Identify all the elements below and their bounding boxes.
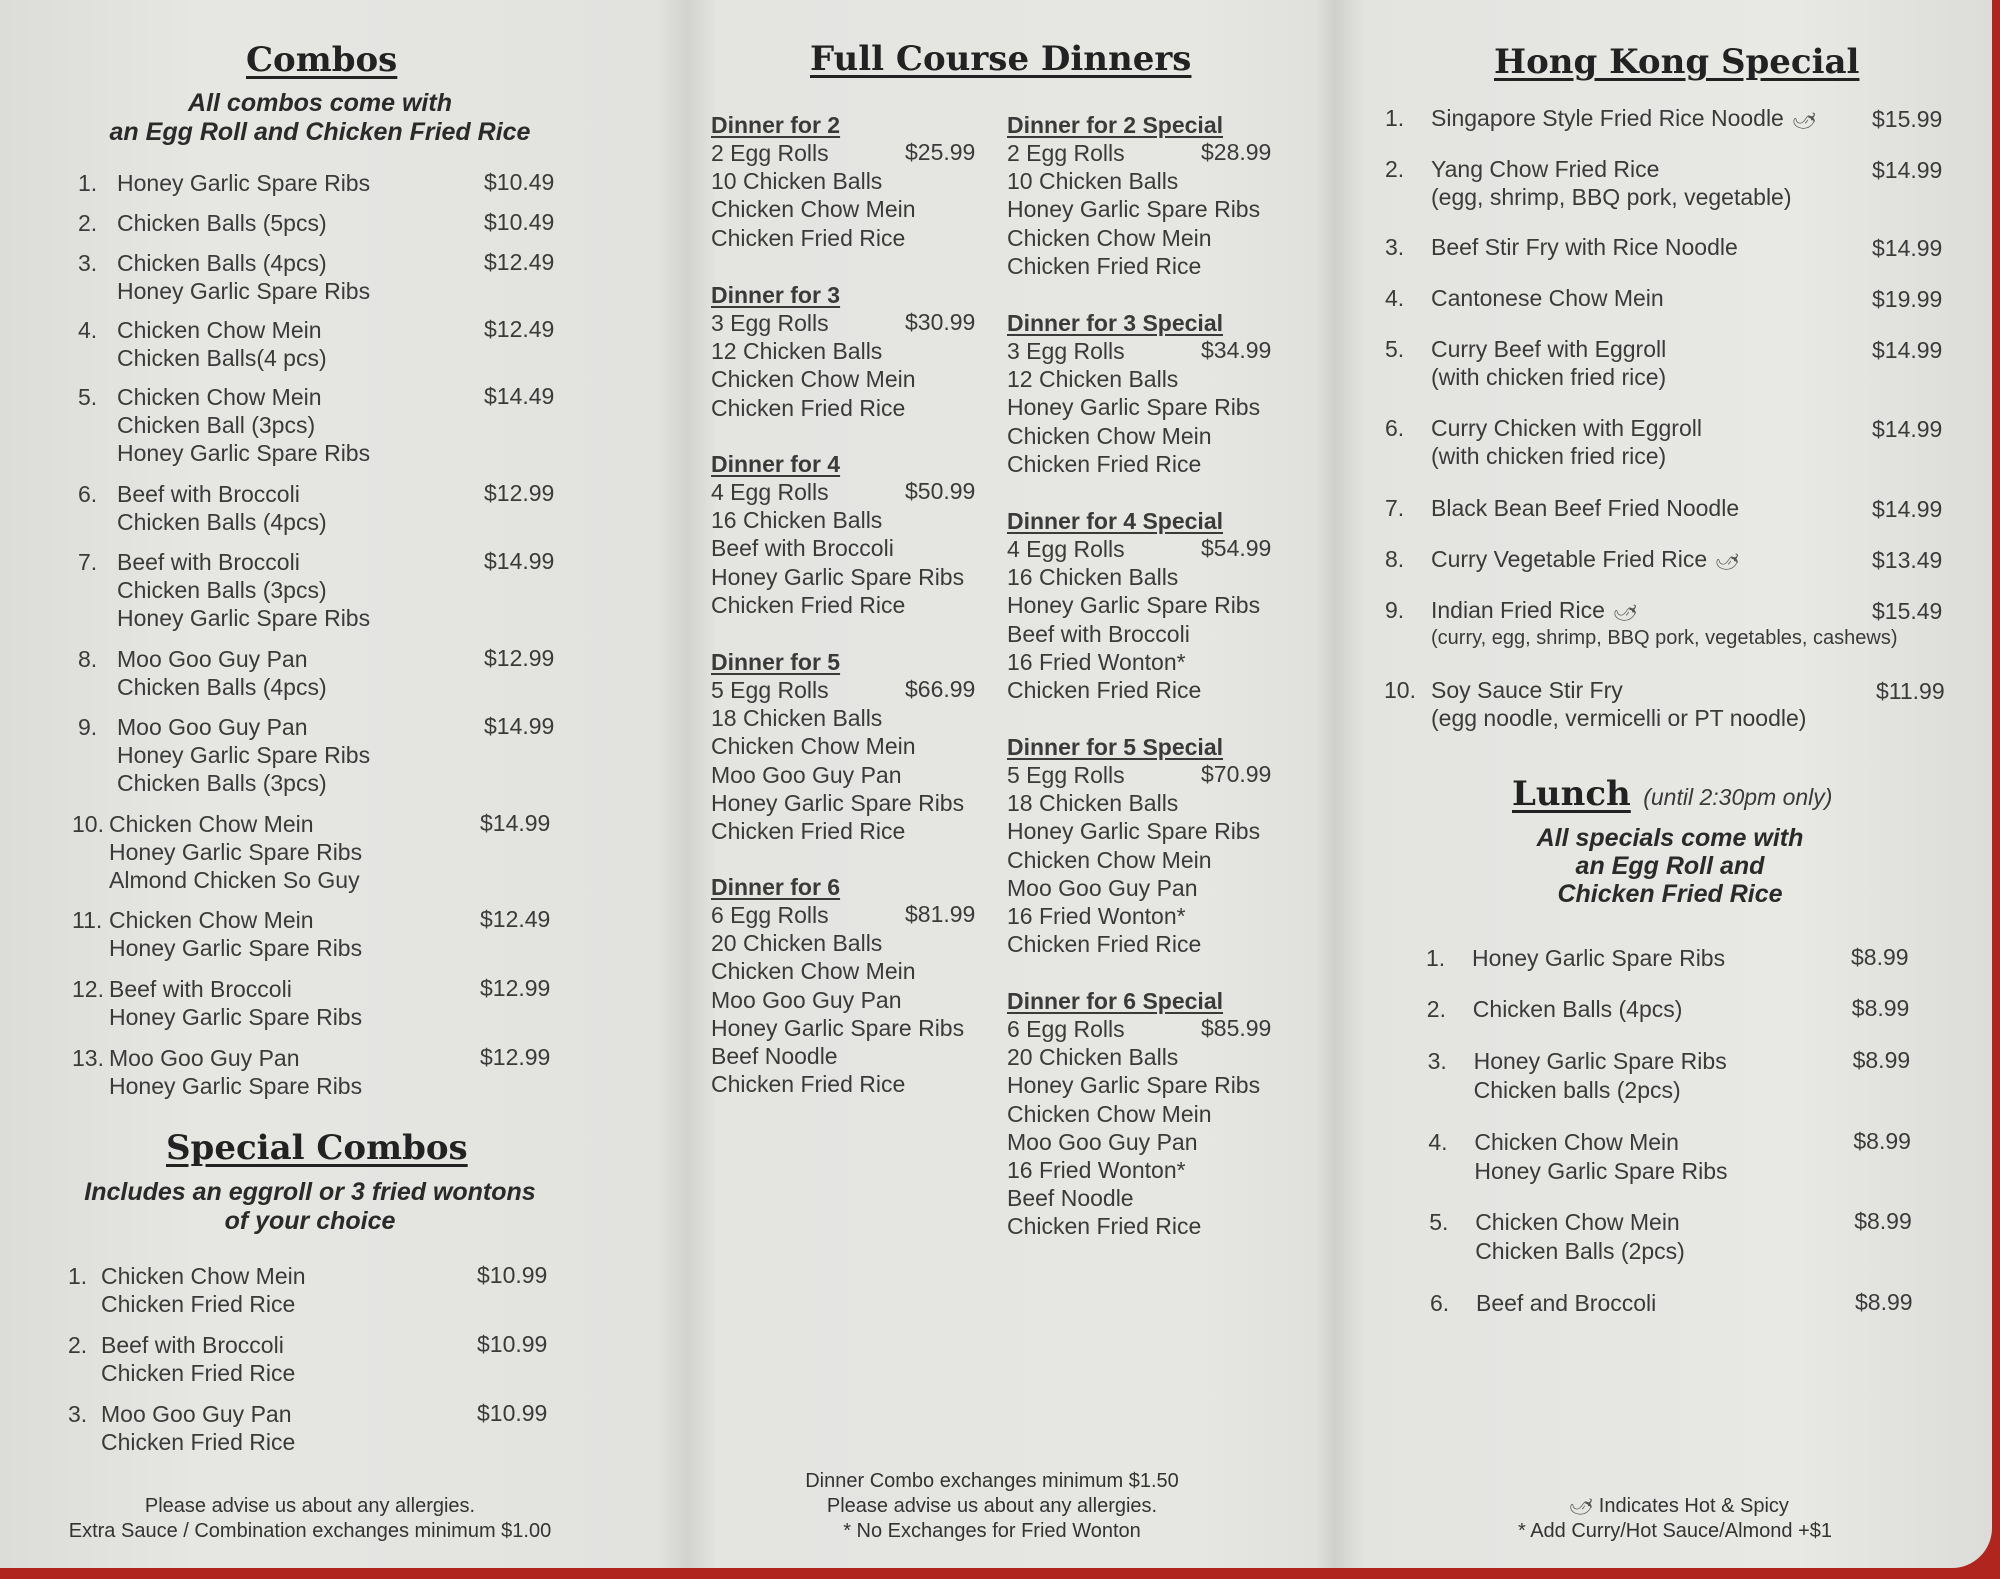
- item-number: 12.: [72, 976, 104, 1002]
- item-number: 4.: [1428, 1129, 1448, 1155]
- item-number: 10.: [72, 811, 104, 837]
- item-line: Honey Garlic Spare Ribs: [1472, 945, 1726, 971]
- item-line: Honey Garlic Spare Ribs: [117, 440, 371, 466]
- dinner-line: 2 Egg Rolls: [711, 140, 829, 166]
- item-name-text: Curry Vegetable Fried Rice: [1431, 546, 1708, 572]
- dinner-line: 3 Egg Rolls: [1007, 338, 1125, 364]
- item-price: $12.99: [484, 480, 555, 506]
- item-line: Almond Chicken So Guy: [109, 867, 360, 893]
- dinner-line: 20 Chicken Balls: [711, 930, 883, 957]
- full-course-title: Full Course Dinners: [810, 39, 1192, 79]
- dinner-price: $85.99: [1201, 1015, 1272, 1041]
- item-name: [1431, 335, 1666, 363]
- item-price: $11.99: [1876, 678, 1945, 704]
- dinner-line: 18 Chicken Balls: [711, 705, 883, 732]
- lunch-title: Lunch: [1512, 774, 1631, 814]
- dinner-name: Dinner for 6 Special: [1007, 988, 1224, 1014]
- dinner-line: 16 Fried Wonton*: [1007, 1157, 1186, 1183]
- dinner-name: Dinner for 5 Special: [1007, 734, 1224, 760]
- dinner-line: 16 Fried Wonton*: [1007, 903, 1186, 929]
- dinner-line: Chicken Fried Rice: [711, 818, 906, 844]
- lunch-hours: (until 2:30pm only): [1643, 784, 1833, 810]
- dinner-line: Beef Noodle: [711, 1043, 838, 1069]
- dinner-line: Beef with Broccoli: [711, 535, 894, 562]
- item-line: Honey Garlic Spare Ribs: [109, 1004, 363, 1030]
- dinner-line: 5 Egg Rolls: [1007, 762, 1125, 788]
- item-line: Chicken Chow Mein: [101, 1263, 306, 1289]
- special-combos-subtitle-2: of your choice: [224, 1207, 396, 1235]
- dinner-line: Chicken Fried Rice: [1007, 252, 1202, 279]
- item-name: [1431, 155, 1659, 183]
- special-combos-subtitle-1: Includes an eggroll or 3 fried wontons: [84, 1178, 536, 1206]
- item-price: $19.99: [1872, 286, 1943, 312]
- item-price: $12.49: [484, 316, 555, 342]
- item-price: $10.99: [477, 1400, 548, 1426]
- item-name: [1431, 545, 1743, 576]
- item-line: Chicken Chow Mein: [1474, 1129, 1679, 1155]
- dinner-line: 4 Egg Rolls: [1007, 536, 1125, 562]
- item-price: $14.99: [484, 713, 555, 739]
- item-price: $10.99: [477, 1262, 548, 1288]
- item-line: Chicken Balls (3pcs): [117, 770, 327, 796]
- item-line: Moo Goo Guy Pan: [101, 1401, 292, 1427]
- dinner-line: Chicken Fried Rice: [1007, 450, 1202, 477]
- dinner-line: Chicken Fried Rice: [711, 591, 906, 618]
- item-line: Honey Garlic Spare Ribs: [109, 935, 363, 961]
- item-line: Chicken Balls (4pcs): [117, 250, 327, 276]
- item-line: Chicken Fried Rice: [101, 1360, 296, 1386]
- item-line: Honey Garlic Spare Ribs: [117, 605, 371, 631]
- item-name: [1431, 104, 1820, 135]
- item-price: $10.99: [477, 1331, 548, 1357]
- dinner-price: $25.99: [905, 139, 976, 165]
- dinner-line: 16 Chicken Balls: [1007, 564, 1179, 591]
- item-name-text: Curry Beef with Eggroll: [1431, 336, 1667, 362]
- dinner-line: 6 Egg Rolls: [1007, 1016, 1125, 1042]
- item-number: 9.: [78, 714, 98, 740]
- dinner-line: Chicken Fried Rice: [711, 1071, 906, 1098]
- dinner-line: Honey Garlic Spare Ribs: [711, 1014, 965, 1041]
- item-name: [1431, 494, 1739, 522]
- item-line: Honey Garlic Spare Ribs: [1474, 1158, 1728, 1184]
- dinner-line: Chicken Chow Mein: [1007, 846, 1212, 873]
- item-name-text: Soy Sauce Stir Fry: [1431, 677, 1623, 703]
- dinner-line: Moo Goo Guy Pan: [711, 761, 902, 788]
- chili-icon: 🌶︎: [1610, 598, 1641, 627]
- item-line: Chicken Fried Rice: [101, 1429, 296, 1455]
- item-price: $8.99: [1851, 995, 1910, 1021]
- dinner-line: 12 Chicken Balls: [711, 338, 883, 365]
- dinner-line: 16 Fried Wonton*: [1007, 648, 1186, 675]
- dinner-line: Chicken Chow Mein: [1007, 224, 1212, 251]
- item-line: Beef with Broccoli: [101, 1332, 284, 1358]
- exchange-note-left: Extra Sauce / Combination exchanges minimum $1.00: [68, 1520, 552, 1542]
- dinner-line: Chicken Fried Rice: [711, 394, 906, 421]
- item-price: $10.49: [484, 209, 555, 235]
- item-number: 13.: [72, 1045, 104, 1071]
- item-name: [1431, 233, 1738, 261]
- dinner-line: Chicken Chow Mein: [1007, 1100, 1212, 1127]
- item-line: Beef with Broccoli: [117, 549, 300, 575]
- dinner-line: Beef Noodle: [1007, 1185, 1134, 1212]
- dinner-line: 10 Chicken Balls: [711, 168, 883, 195]
- item-number: 11.: [72, 907, 103, 933]
- item-line: Chicken Chow Mein: [109, 811, 314, 837]
- lunch-subtitle-1: All specials come with: [1536, 824, 1804, 852]
- item-name-text: Beef Stir Fry with Rice Noodle: [1431, 234, 1738, 260]
- dinner-line: Moo Goo Guy Pan: [1007, 1128, 1198, 1155]
- item-number: 10.: [1384, 677, 1416, 703]
- item-price: $14.99: [484, 548, 555, 574]
- dinner-line: 4 Egg Rolls: [711, 479, 829, 505]
- combos-subtitle-2: an Egg Roll and Chicken Fried Rice: [109, 118, 531, 146]
- dinner-line: 10 Chicken Balls: [1007, 168, 1179, 195]
- item-number: 5.: [1385, 336, 1405, 362]
- item-name-text: Indian Fried Rice: [1431, 597, 1605, 623]
- item-number: 3.: [78, 250, 98, 276]
- dinner-price: $81.99: [905, 901, 976, 927]
- item-line: Honey Garlic Spare Ribs: [109, 1073, 363, 1099]
- dinner-line: 2 Egg Rolls: [1007, 140, 1125, 166]
- lunch-subtitle-2: an Egg Roll and: [1575, 852, 1765, 880]
- dinner-price: $28.99: [1201, 139, 1272, 165]
- item-number: 8.: [78, 646, 98, 672]
- item-number: 2.: [1385, 156, 1405, 182]
- item-name-text: Black Bean Beef Fried Noodle: [1431, 495, 1740, 521]
- item-line: Beef and Broccoli: [1476, 1290, 1657, 1316]
- hong-kong-title: Hong Kong Special: [1494, 42, 1860, 82]
- dinner-line: 20 Chicken Balls: [1007, 1044, 1179, 1071]
- dinner-name: Dinner for 5: [711, 649, 841, 675]
- item-price: $12.49: [484, 249, 555, 275]
- item-number: 7.: [78, 549, 98, 575]
- dinner-line: 16 Chicken Balls: [711, 507, 883, 534]
- dinner-line: Chicken Fried Rice: [1007, 931, 1202, 958]
- item-line: Honey Garlic Spare Ribs: [1473, 1048, 1727, 1074]
- item-number: 4.: [78, 317, 98, 343]
- item-number: 6.: [1385, 415, 1405, 441]
- item-line: Chicken Balls (4pcs): [117, 674, 327, 700]
- item-line: Chicken balls (2pcs): [1473, 1077, 1681, 1103]
- item-number: 6.: [1430, 1290, 1450, 1316]
- item-number: 2.: [68, 1332, 88, 1358]
- dinner-line: Chicken Chow Mein: [711, 196, 916, 223]
- dinner-exchange-note: Dinner Combo exchanges minimum $1.50: [805, 1470, 1179, 1492]
- dinner-line: Honey Garlic Spare Ribs: [1007, 1072, 1261, 1099]
- addon-note: * Add Curry/Hot Sauce/Almond +$1: [1517, 1520, 1833, 1542]
- item-number: 5.: [78, 384, 98, 410]
- dinner-line: Chicken Chow Mein: [711, 733, 916, 760]
- item-price: $14.99: [480, 810, 551, 836]
- dinner-line: Honey Garlic Spare Ribs: [1007, 592, 1261, 619]
- item-price: $13.49: [1872, 547, 1943, 573]
- dinner-price: $66.99: [905, 676, 976, 702]
- item-line: Honey Garlic Spare Ribs: [117, 170, 371, 196]
- dinner-line: Honey Garlic Spare Ribs: [1007, 196, 1261, 223]
- item-line: Moo Goo Guy Pan: [109, 1045, 300, 1071]
- item-line: Chicken Chow Mein: [1475, 1209, 1680, 1235]
- item-number: 3.: [1385, 234, 1405, 260]
- item-number: 7.: [1385, 495, 1405, 521]
- dinner-line: 12 Chicken Balls: [1007, 366, 1179, 393]
- item-price: $15.49: [1872, 598, 1943, 624]
- item-line: Beef with Broccoli: [109, 976, 292, 1002]
- item-line: Chicken Balls (4pcs): [1472, 996, 1683, 1022]
- special-combos-title: Special Combos: [166, 1128, 468, 1168]
- allergy-note-left: Please advise us about any allergies.: [144, 1495, 476, 1517]
- item-price: $14.99: [1872, 337, 1943, 363]
- item-line: Chicken Balls (5pcs): [117, 210, 327, 236]
- dinner-price: $54.99: [1201, 535, 1272, 561]
- item-name: [1431, 596, 1641, 627]
- item-price: $8.99: [1852, 1047, 1911, 1073]
- item-name-text: Cantonese Chow Mein: [1431, 285, 1664, 311]
- dinner-name: Dinner for 6: [711, 874, 841, 900]
- dinner-line: Beef with Broccoli: [1007, 620, 1190, 647]
- item-price: $14.99: [1872, 157, 1943, 183]
- item-number: 5.: [1429, 1209, 1449, 1235]
- dinner-line: Moo Goo Guy Pan: [1007, 874, 1198, 901]
- item-line: Chicken Chow Mein: [117, 317, 322, 343]
- dinner-line: 18 Chicken Balls: [1007, 790, 1179, 817]
- item-price: $10.49: [484, 169, 555, 195]
- item-number: 9.: [1385, 597, 1405, 623]
- item-line: Chicken Chow Mein: [109, 907, 314, 933]
- item-number: 1.: [68, 1263, 88, 1289]
- item-number: 2.: [1426, 996, 1446, 1022]
- item-detail: (with chicken fried rice): [1431, 443, 1667, 469]
- item-name-text: Singapore Style Fried Rice Noodle: [1431, 105, 1784, 131]
- item-number: 3.: [68, 1401, 88, 1427]
- item-price: $14.49: [484, 383, 555, 409]
- item-name: [1431, 284, 1664, 312]
- item-line: Chicken Balls (3pcs): [117, 577, 327, 603]
- item-price: $8.99: [1855, 1289, 1913, 1315]
- dinner-line: Chicken Chow Mein: [711, 958, 916, 985]
- dinner-price: $70.99: [1201, 761, 1272, 787]
- item-price: $8.99: [1853, 1128, 1911, 1154]
- item-price: $14.99: [1872, 235, 1943, 261]
- item-line: Moo Goo Guy Pan: [117, 714, 308, 740]
- item-detail: (with chicken fried rice): [1431, 364, 1667, 390]
- item-line: Chicken Balls (2pcs): [1475, 1238, 1685, 1264]
- dinner-line: Chicken Chow Mein: [1007, 422, 1212, 449]
- dinner-line: Honey Garlic Spare Ribs: [711, 789, 965, 816]
- item-name: [1431, 676, 1623, 704]
- lunch-heading: [1512, 774, 1832, 814]
- item-number: 4.: [1385, 285, 1405, 311]
- chili-icon: 🌶︎: [1712, 547, 1743, 576]
- item-line: Honey Garlic Spare Ribs: [117, 278, 371, 304]
- item-line: Chicken Ball (3pcs): [117, 412, 316, 438]
- item-line: Chicken Fried Rice: [101, 1291, 296, 1317]
- dinner-name: Dinner for 3: [711, 282, 841, 308]
- dinner-name: Dinner for 4: [711, 451, 841, 477]
- dinner-line: 3 Egg Rolls: [711, 310, 829, 336]
- dinner-line: Honey Garlic Spare Ribs: [711, 563, 965, 590]
- dinner-line: Honey Garlic Spare Ribs: [1007, 394, 1261, 421]
- combos-subtitle-1: All combos come with: [188, 89, 452, 117]
- item-line: Chicken Balls(4 pcs): [117, 345, 327, 371]
- item-price: $8.99: [1854, 1208, 1912, 1234]
- dinner-name: Dinner for 2 Special: [1007, 112, 1224, 138]
- chili-icon: 🌶︎: [1566, 1492, 1597, 1521]
- item-name-text: Curry Chicken with Eggroll: [1431, 415, 1702, 441]
- item-price: $12.99: [484, 645, 555, 671]
- item-price: $15.99: [1872, 106, 1943, 132]
- dinner-name: Dinner for 3 Special: [1007, 310, 1224, 336]
- item-line: Chicken Chow Mein: [117, 384, 322, 410]
- dinner-line: Honey Garlic Spare Ribs: [1007, 818, 1261, 845]
- item-line: Moo Goo Guy Pan: [117, 646, 308, 672]
- dinner-name: Dinner for 2: [711, 112, 841, 138]
- dinner-line: 5 Egg Rolls: [711, 677, 829, 703]
- item-price: $8.99: [1851, 944, 1909, 970]
- item-price: $12.99: [480, 1044, 551, 1070]
- dinner-name: Dinner for 4 Special: [1007, 508, 1224, 534]
- dinner-line: Chicken Fried Rice: [711, 224, 906, 251]
- item-line: Chicken Balls (4pcs): [117, 509, 327, 535]
- item-name-text: Yang Chow Fried Rice: [1431, 156, 1660, 182]
- item-price: $12.49: [480, 906, 551, 932]
- combos-title: Combos: [246, 40, 398, 80]
- item-number: 1.: [1426, 945, 1446, 971]
- dinner-price: $50.99: [905, 478, 976, 504]
- item-line: Honey Garlic Spare Ribs: [117, 742, 371, 768]
- item-line: Honey Garlic Spare Ribs: [109, 839, 363, 865]
- lunch-subtitle-3: Chicken Fried Rice: [1557, 880, 1783, 908]
- item-number: 3.: [1427, 1048, 1447, 1074]
- item-number: 1.: [78, 170, 98, 196]
- dinner-line: Moo Goo Guy Pan: [711, 986, 902, 1013]
- spicy-legend-text: Indicates Hot & Spicy: [1598, 1495, 1789, 1517]
- item-number: 2.: [78, 210, 98, 236]
- item-number: 8.: [1385, 546, 1405, 572]
- item-detail: (curry, egg, shrimp, BBQ pork, vegetables, cashews): [1431, 627, 1898, 649]
- item-price: $14.99: [1872, 416, 1943, 442]
- item-number: 1.: [1385, 105, 1405, 131]
- dinner-line: 6 Egg Rolls: [711, 902, 829, 928]
- spicy-legend: [1425, 1494, 1925, 1519]
- dinner-price: $34.99: [1201, 337, 1272, 363]
- item-detail: (egg noodle, vermicelli or PT noodle): [1431, 705, 1807, 731]
- item-name: [1431, 414, 1702, 442]
- item-line: Beef with Broccoli: [117, 481, 300, 507]
- dinner-line: Chicken Chow Mein: [711, 366, 916, 393]
- allergy-note-middle: Please advise us about any allergies.: [826, 1495, 1158, 1517]
- item-price: $14.99: [1872, 496, 1943, 522]
- dinner-price: $30.99: [905, 309, 976, 335]
- wonton-exchange-note: * No Exchanges for Fried Wonton: [843, 1520, 1141, 1542]
- item-price: $12.99: [480, 975, 551, 1001]
- dinner-line: Chicken Fried Rice: [1007, 677, 1202, 703]
- dinner-line: Chicken Fried Rice: [1007, 1213, 1202, 1240]
- item-detail: (egg, shrimp, BBQ pork, vegetable): [1431, 184, 1792, 210]
- chili-icon: 🌶︎: [1789, 106, 1820, 135]
- item-number: 6.: [78, 481, 98, 507]
